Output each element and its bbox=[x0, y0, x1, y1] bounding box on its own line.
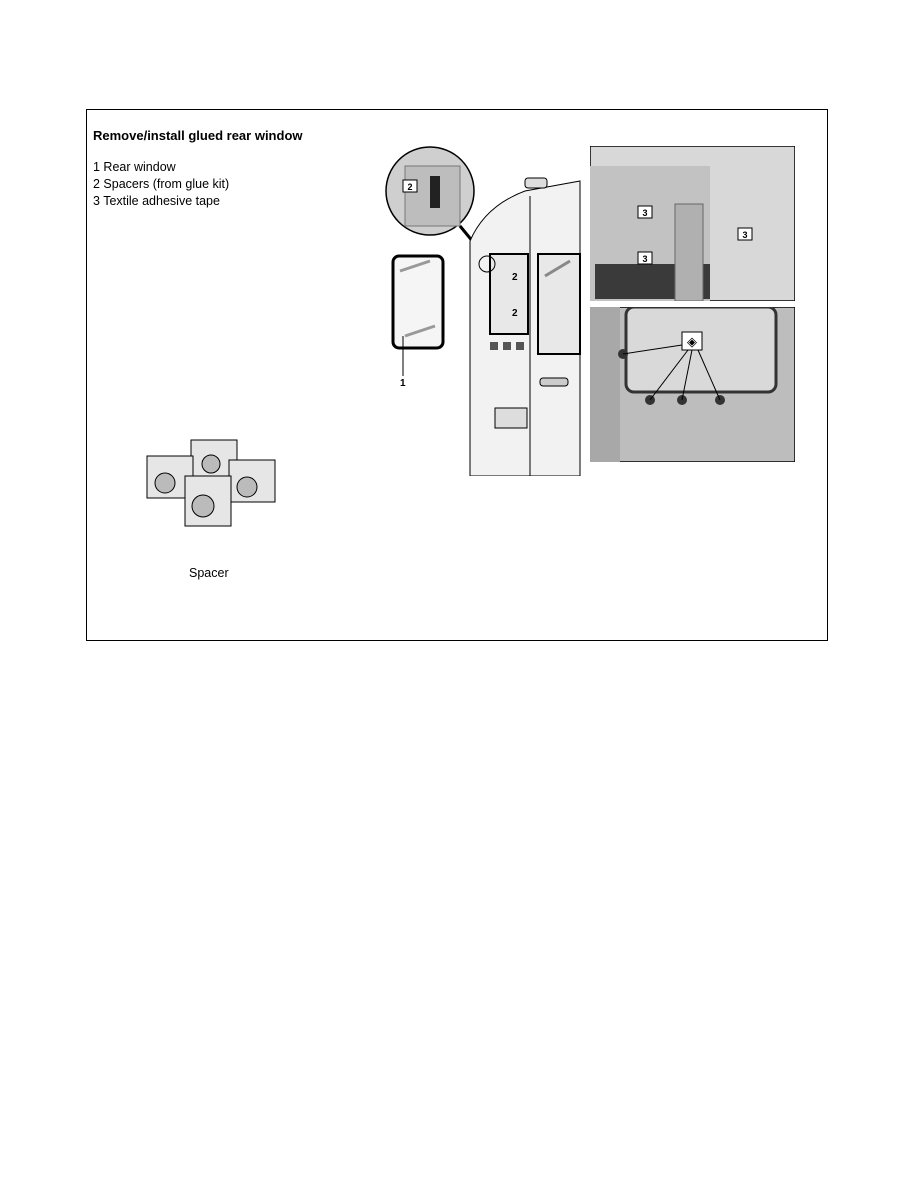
callout-label-3a: 3 bbox=[642, 208, 648, 218]
spacer-placement-photo bbox=[590, 307, 795, 462]
legend-item-spacers: 2 Spacers (from glue kit) bbox=[93, 177, 230, 191]
wrench-tool-icon: ◈ bbox=[687, 334, 697, 349]
figure-frame bbox=[86, 109, 828, 641]
callout-label-2c: 2 bbox=[512, 308, 518, 319]
tape-strip bbox=[675, 204, 703, 301]
legend-list bbox=[93, 159, 229, 210]
page-title: Remove/install glued rear window bbox=[93, 128, 303, 143]
van-rear-illustration bbox=[375, 146, 590, 476]
legend-item-adhesive-tape: 3 Textile adhesive tape bbox=[93, 194, 220, 208]
license-plate-recess bbox=[495, 408, 527, 428]
brake-light bbox=[525, 178, 547, 188]
spacer-block-right bbox=[229, 460, 275, 502]
spacer-block bbox=[516, 342, 524, 350]
legend-item-rear-window: 1 Rear window bbox=[93, 160, 176, 174]
door-handle bbox=[540, 378, 568, 386]
callout-label-3c: 3 bbox=[642, 254, 648, 264]
adhesive-tape-photo bbox=[590, 146, 795, 301]
spacer-illustration bbox=[133, 438, 301, 538]
pillar bbox=[590, 307, 620, 462]
spacer-block bbox=[503, 342, 511, 350]
callout-label-3b: 3 bbox=[742, 230, 748, 240]
callout-label-2b: 2 bbox=[512, 272, 518, 283]
figure-caption: Spacer bbox=[189, 566, 229, 580]
spacer-block bbox=[490, 342, 498, 350]
callout-label-2a: 2 bbox=[407, 182, 413, 192]
spacer-block-front bbox=[185, 476, 231, 526]
window-opening bbox=[490, 254, 528, 334]
inset-spacer bbox=[430, 176, 440, 208]
callout-label-1: 1 bbox=[400, 378, 406, 389]
